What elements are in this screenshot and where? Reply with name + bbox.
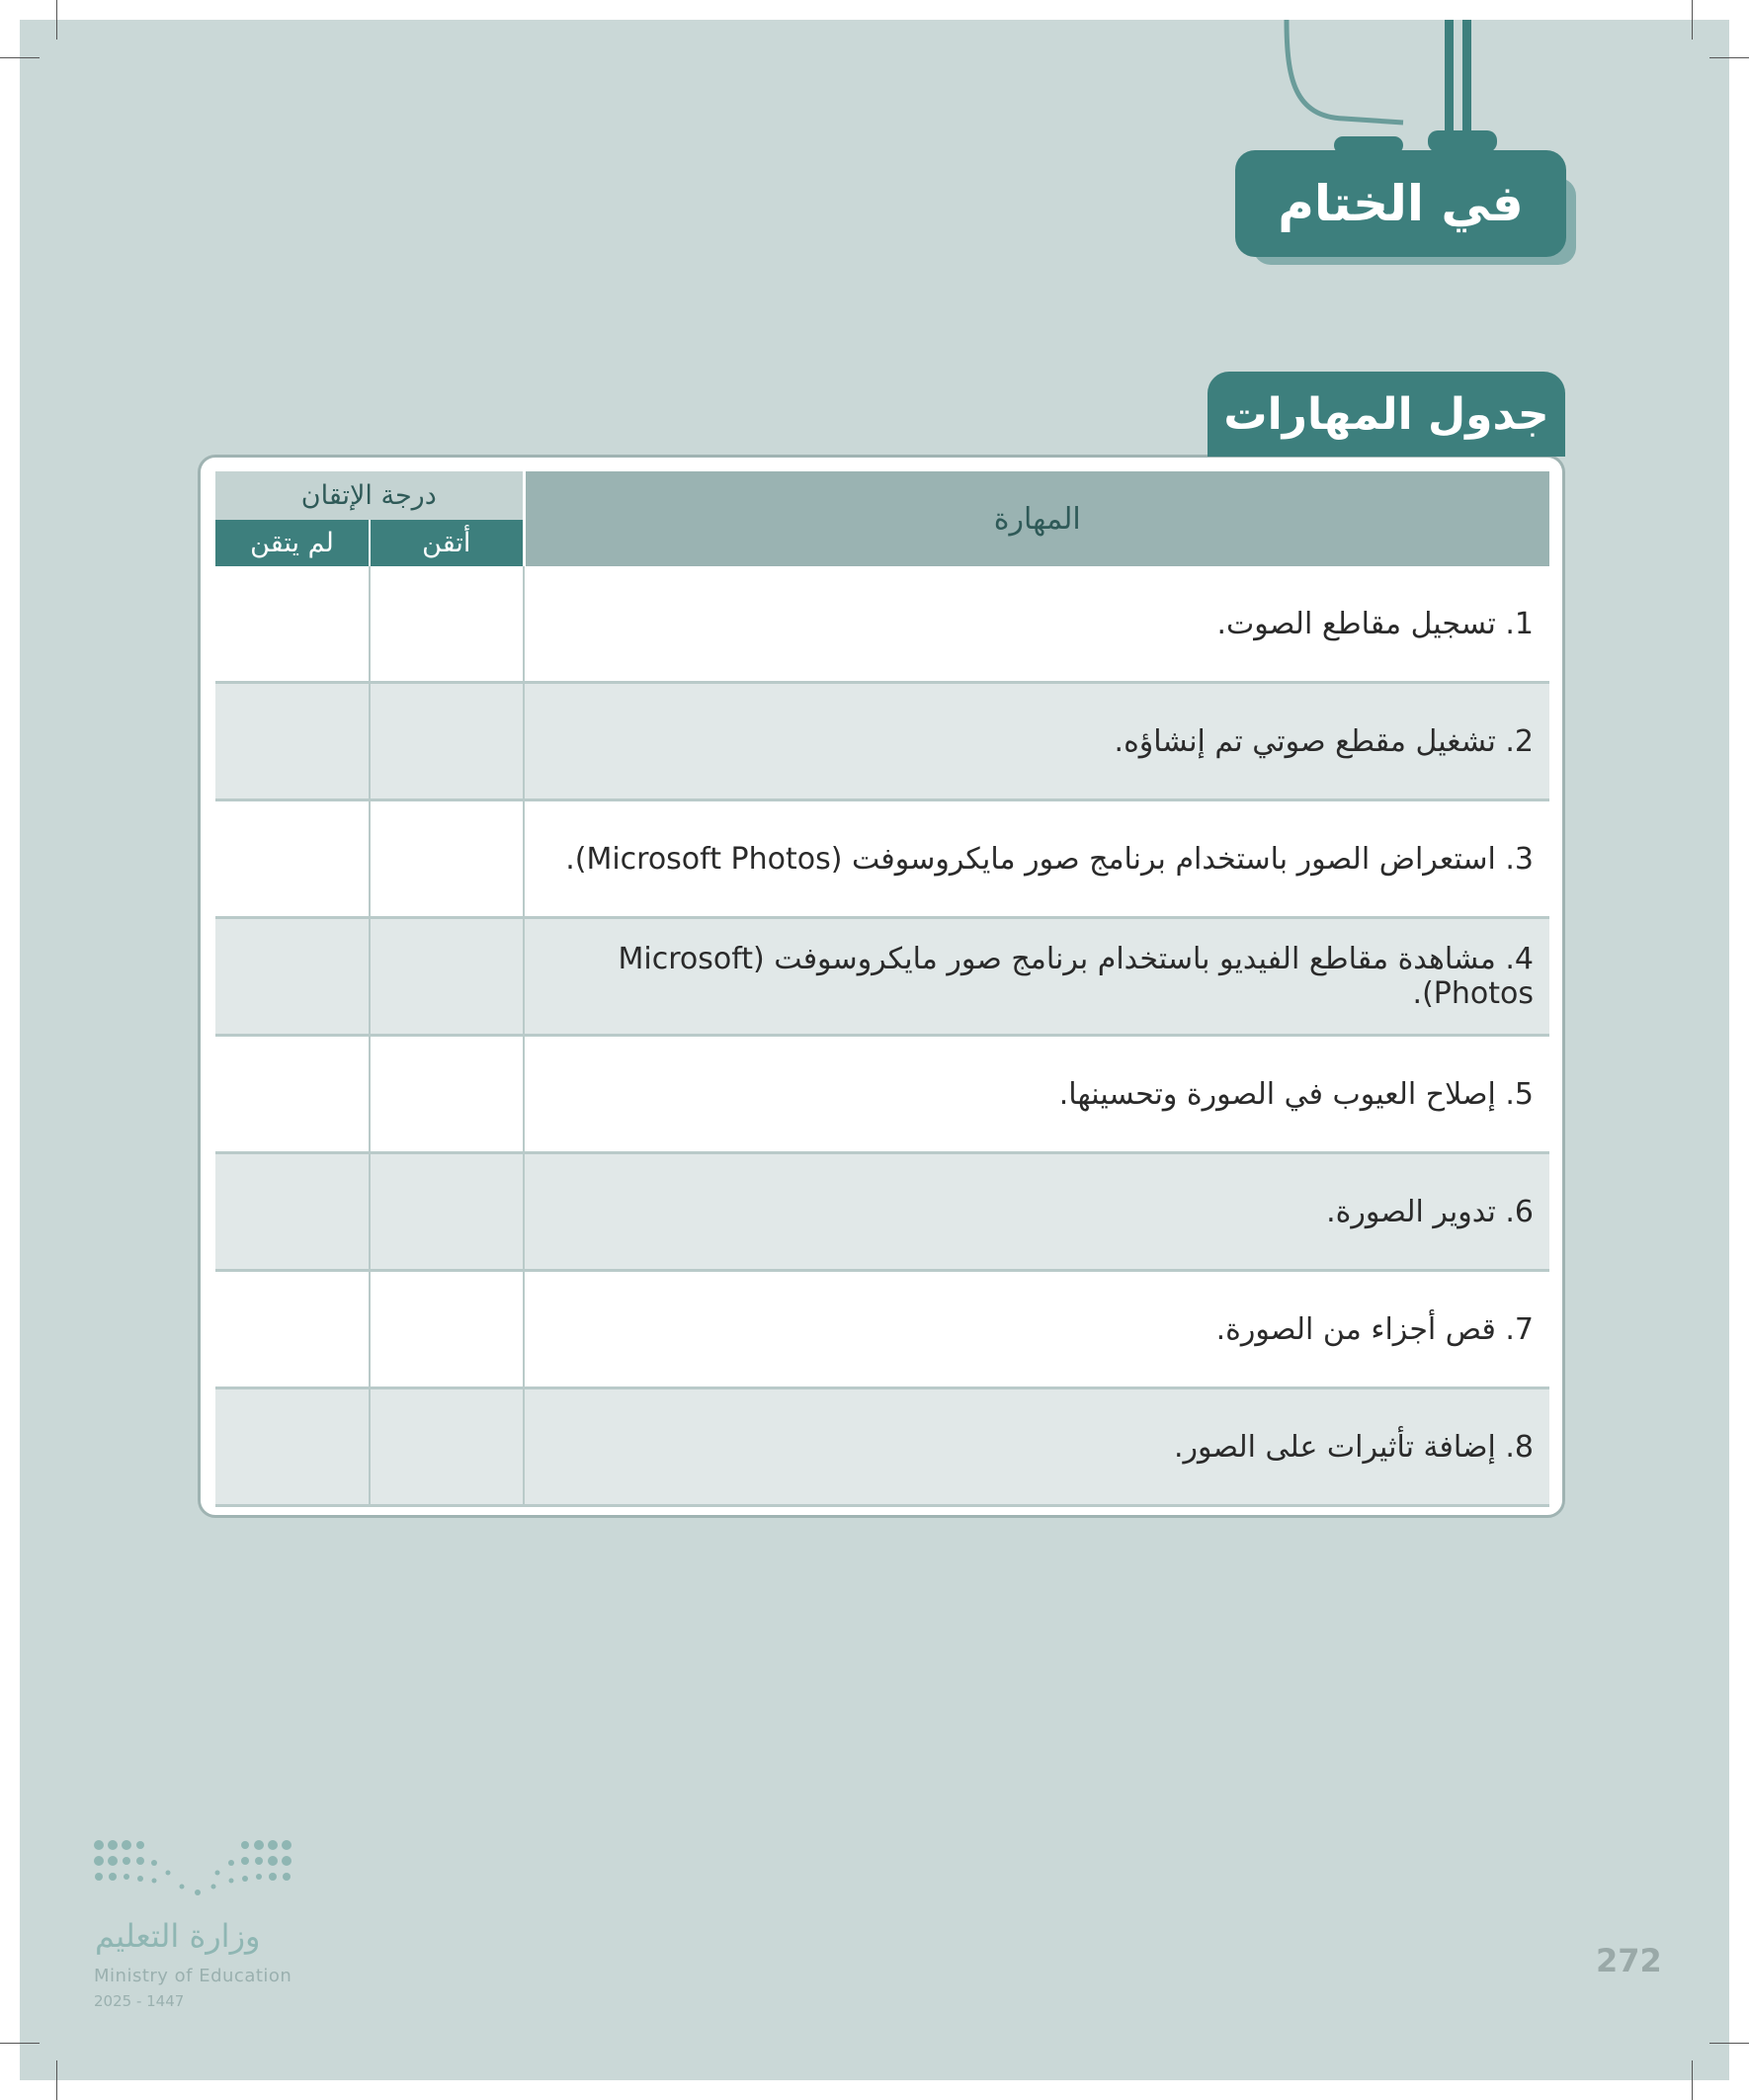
skill-text: 8. إضافة تأثيرات على الصور. — [524, 1388, 1549, 1506]
not-mastered-column-header: لم يتقن — [215, 520, 370, 566]
not-mastered-cell[interactable] — [215, 566, 370, 683]
table-row — [215, 1271, 1549, 1388]
table-row — [215, 1153, 1549, 1271]
crop-mark — [1692, 0, 1693, 40]
skill-text: 3. استعراض الصور باستخدام برنامج صور مايكروسوفت (Microsoft Photos). — [524, 800, 1549, 918]
mastered-cell[interactable] — [370, 1271, 524, 1388]
mastery-level-header: درجة الإتقان — [215, 471, 524, 520]
ministry-logo-dots-icon — [89, 1833, 306, 1912]
ministry-name-arabic: وزارة التعليم — [95, 1917, 261, 1955]
page-number: 272 — [1596, 1942, 1662, 1979]
title-tab — [1235, 150, 1566, 257]
skill-column-header: المهارة — [524, 471, 1549, 566]
not-mastered-cell[interactable] — [215, 1036, 370, 1153]
mastered-cell[interactable] — [370, 800, 524, 918]
crop-mark — [0, 57, 40, 58]
not-mastered-cell[interactable] — [215, 1271, 370, 1388]
table-row — [215, 1036, 1549, 1153]
ministry-year: 2025 - 1447 — [94, 1992, 185, 2010]
skill-text: 1. تسجيل مقاطع الصوت. — [524, 566, 1549, 683]
skill-text: 7. قص أجزاء من الصورة. — [524, 1271, 1549, 1388]
skill-text: 4. مشاهدة مقاطع الفيديو باستخدام برنامج صور مايكروسوفت (Microsoft Photos). — [524, 918, 1549, 1036]
crop-mark — [0, 2043, 40, 2044]
crop-mark — [56, 2060, 57, 2100]
not-mastered-cell[interactable] — [215, 918, 370, 1036]
mastered-cell[interactable] — [370, 1388, 524, 1506]
skill-text: 6. تدوير الصورة. — [524, 1153, 1549, 1271]
not-mastered-cell[interactable] — [215, 1153, 370, 1271]
mastered-cell[interactable] — [370, 683, 524, 800]
ministry-name-english: Ministry of Education — [94, 1966, 292, 1986]
mastered-cell[interactable] — [370, 918, 524, 1036]
crop-mark — [1692, 2060, 1693, 2100]
table-row — [215, 683, 1549, 800]
table-row — [215, 566, 1549, 683]
crop-mark — [1709, 57, 1749, 58]
not-mastered-cell[interactable] — [215, 1388, 370, 1506]
table-row — [215, 800, 1549, 918]
skills-tab-title: جدول المهارات — [1208, 372, 1565, 457]
mastered-cell[interactable] — [370, 566, 524, 683]
not-mastered-cell[interactable] — [215, 800, 370, 918]
skill-text: 5. إصلاح العيوب في الصورة وتحسينها. — [524, 1036, 1549, 1153]
page-title: في الختام — [1278, 175, 1524, 232]
crop-mark — [1709, 2043, 1749, 2044]
not-mastered-cell[interactable] — [215, 683, 370, 800]
skills-table — [215, 471, 1549, 1507]
crop-mark — [56, 0, 57, 40]
hanging-sign-decoration — [1206, 0, 1601, 168]
skill-text: 2. تشغيل مقطع صوتي تم إنشاؤه. — [524, 683, 1549, 800]
mastered-column-header: أتقن — [370, 520, 524, 566]
table-row — [215, 1388, 1549, 1506]
mastered-cell[interactable] — [370, 1036, 524, 1153]
mastered-cell[interactable] — [370, 1153, 524, 1271]
table-row — [215, 918, 1549, 1036]
